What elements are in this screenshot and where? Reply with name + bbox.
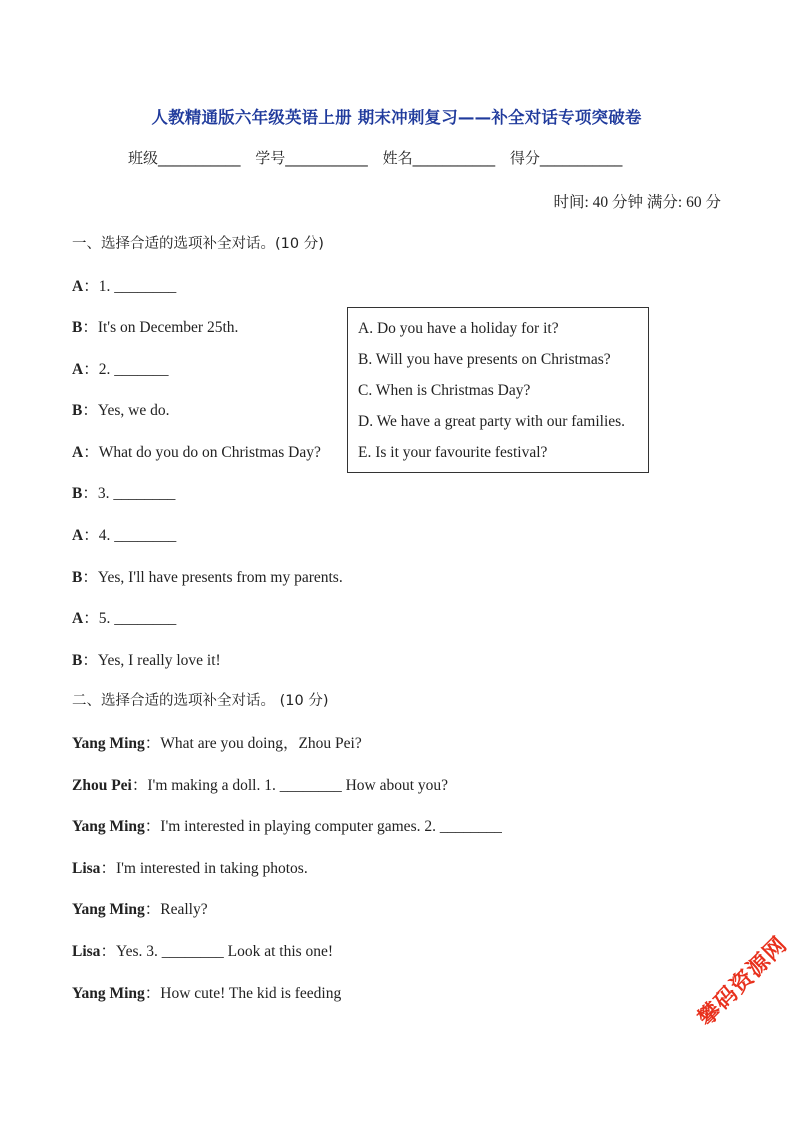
student-id-field: 学号___________: [255, 149, 368, 167]
option-d: D. We have a great party with our families.: [358, 413, 626, 430]
watermark-stamp: 攀码资源网: [693, 932, 793, 1032]
option-c: C. When is Christmas Day?: [358, 382, 531, 399]
time-score-info: 时间: 40 分钟 满分: 60 分: [553, 194, 721, 211]
option-a: A. Do you have a holiday for it?: [358, 320, 559, 337]
dialogue-line: Yang Ming：I'm interested in playing computer games. 2. ________: [72, 818, 502, 835]
dialogue-line: B：Yes, I really love it!: [72, 652, 221, 669]
options-box: [347, 307, 649, 473]
dialogue-line: Lisa：I'm interested in taking photos.: [72, 860, 308, 877]
dialogue-line: Zhou Pei：I'm making a doll. 1. ________ How about you?: [72, 777, 449, 794]
dialogue-line: Yang Ming：How cute! The kid is feeding: [72, 985, 342, 1002]
dialogue-line: Yang Ming：What are you doing，Zhou Pei?: [72, 735, 362, 752]
dialogue-line: B：It's on December 25th.: [72, 319, 239, 336]
dialogue-line: A：4. ________: [72, 527, 177, 544]
dialogue-line: A：5. ________: [72, 610, 177, 627]
dialogue-line: A：What do you do on Christmas Day?: [72, 444, 321, 461]
student-info-row: [128, 147, 688, 168]
dialogue-line: A：1. ________: [72, 278, 177, 295]
dialogue-line: Yang Ming：Really?: [72, 901, 208, 918]
dialogue-line: A：2. _______: [72, 361, 169, 378]
section1-heading: 一、选择合适的选项补全对话。(10 分): [72, 236, 324, 252]
dialogue-line: B：Yes, we do.: [72, 402, 170, 419]
dialogue-line: B：Yes, I'll have presents from my parents.: [72, 569, 343, 586]
option-b: B. Will you have presents on Christmas?: [358, 351, 611, 368]
class-field: 班级___________: [128, 149, 241, 167]
section2-heading: 二、选择合适的选项补全对话。 (10 分): [72, 693, 329, 709]
score-field: 得分___________: [509, 149, 623, 167]
dialogue-line: Lisa：Yes. 3. ________ Look at this one!: [72, 943, 334, 960]
page-title: 人教精通版六年级英语上册 期末冲刺复习——补全对话专项突破卷: [151, 108, 642, 127]
name-field: 姓名___________: [382, 149, 496, 167]
dialogue-line: B：3. ________: [72, 485, 176, 502]
option-e: E. Is it your favourite festival?: [358, 444, 548, 461]
